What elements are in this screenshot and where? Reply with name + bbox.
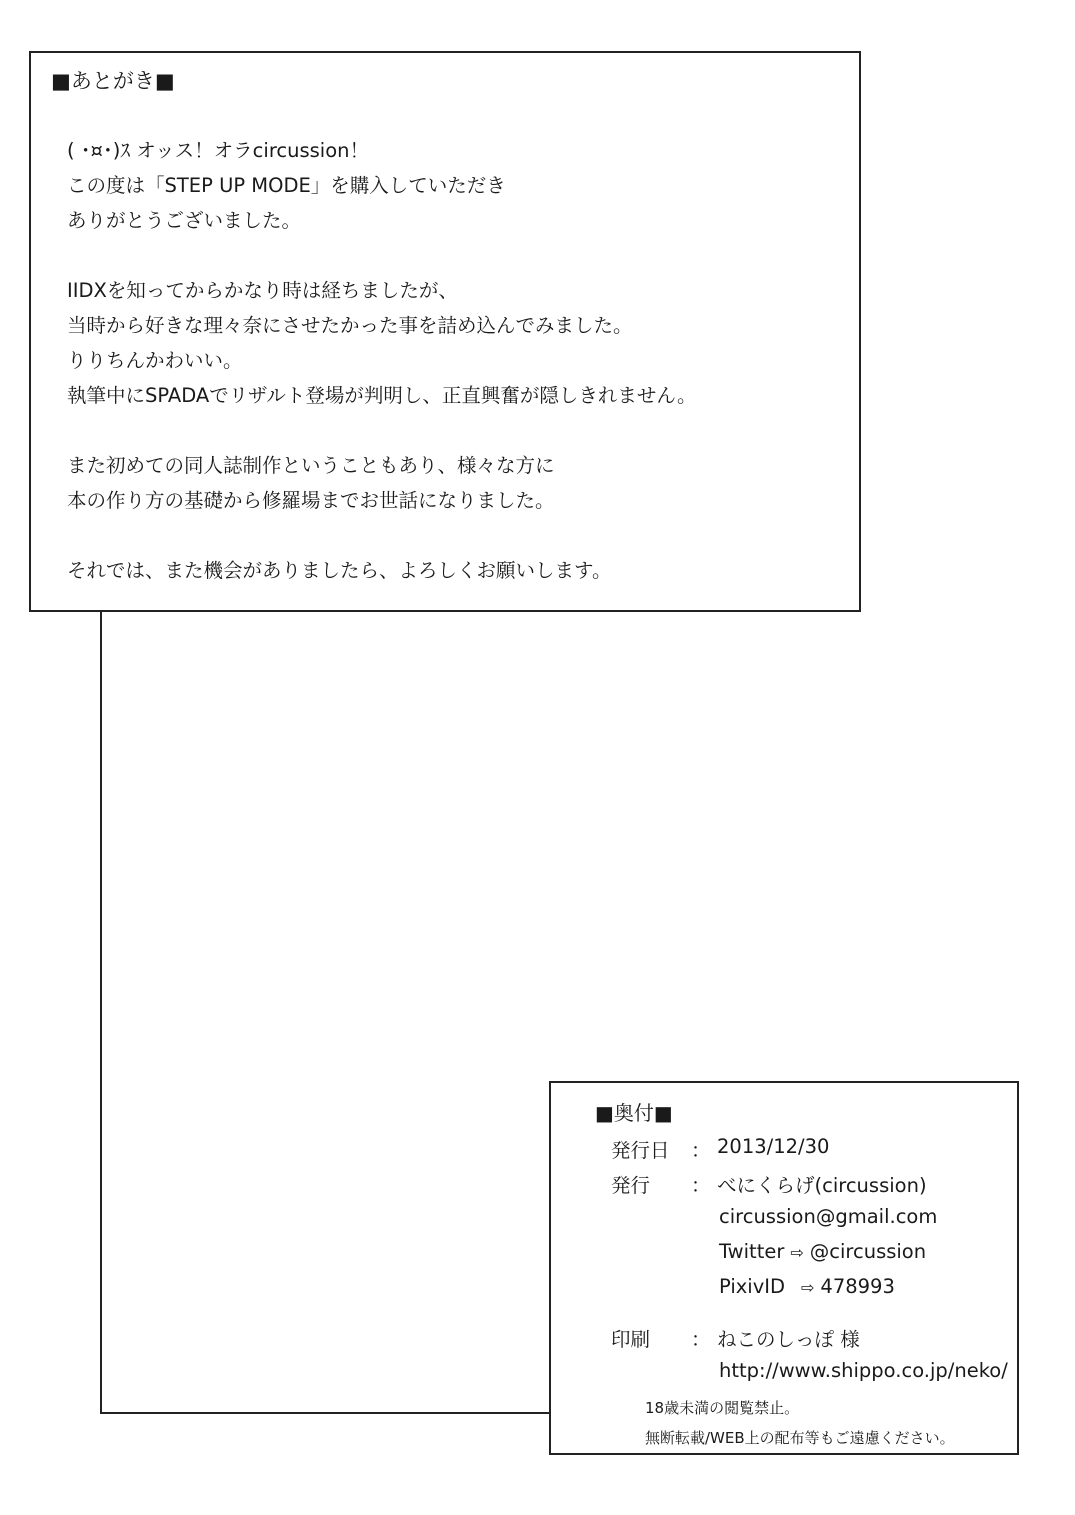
printer-url[interactable]: http://www.shippo.co.jp/neko/ — [719, 1359, 1008, 1382]
afterword-heading: ■あとがき■ — [51, 69, 175, 93]
printer-label: 印刷 — [611, 1328, 651, 1351]
afterword-line: IIDXを知ってからかなり時は経ちましたが、 — [67, 279, 458, 302]
afterword-box — [29, 51, 861, 612]
paragraph-gap — [67, 413, 697, 448]
date-separator: ： — [691, 1139, 711, 1162]
twitter-row — [719, 1240, 926, 1263]
printer-separator: ： — [691, 1328, 711, 1351]
paragraph-gap — [67, 238, 697, 273]
publisher-label: 発行 — [611, 1174, 651, 1197]
frame-line-horizontal — [100, 1412, 550, 1414]
afterword-line: また初めての同人誌制作ということもあり、様々な方に — [67, 454, 555, 477]
colophon-heading: ■奥付■ — [595, 1101, 673, 1125]
pixiv-row — [719, 1275, 895, 1298]
arrow-right-icon: ⇨ — [801, 1278, 815, 1297]
afterword-body — [67, 133, 697, 588]
afterword-line: 執筆中にSPADAでリザルト登場が判明し、正直興奮が隠しきれません。 — [67, 384, 697, 407]
paragraph-gap — [67, 518, 697, 553]
afterword-line: 本の作り方の基礎から修羅場までお世話になりました。 — [67, 489, 555, 512]
pixiv-label: PixivID — [719, 1275, 786, 1298]
arrow-right-icon: ⇨ — [790, 1243, 804, 1262]
date-label: 発行日 — [611, 1139, 670, 1162]
afterword-line: それでは、また機会がありましたら、よろしくお願いします。 — [67, 559, 612, 582]
publisher-separator: ： — [691, 1174, 711, 1197]
twitter-handle[interactable]: @circussion — [809, 1240, 927, 1263]
printer-value: ねこのしっぽ 様 — [717, 1328, 860, 1351]
email-address[interactable]: circussion@gmail.com — [719, 1205, 938, 1228]
afterword-line: ( ･¤･)ｽ オッス！オラcircussion！ — [67, 139, 370, 162]
twitter-label: Twitter — [719, 1240, 785, 1263]
date-value: 2013/12/30 — [717, 1135, 830, 1158]
colophon-box — [549, 1081, 1019, 1455]
publisher-value: べにくらげ(circussion) — [717, 1174, 927, 1197]
age-restriction-note: 18歳未満の閲覧禁止。 — [645, 1399, 800, 1417]
afterword-line: ありがとうございました。 — [67, 209, 302, 232]
afterword-line: 当時から好きな理々奈にさせたかった事を詰め込んでみました。 — [67, 314, 633, 337]
frame-line-vertical — [100, 610, 102, 1414]
afterword-line: この度は「STEP UP MODE」を購入していただき — [67, 174, 506, 197]
afterword-line: りりちんかわいい。 — [67, 349, 243, 372]
pixiv-id[interactable]: 478993 — [820, 1275, 895, 1298]
copyright-note: 無断転載/WEB上の配布等もご遠慮ください。 — [645, 1429, 955, 1447]
